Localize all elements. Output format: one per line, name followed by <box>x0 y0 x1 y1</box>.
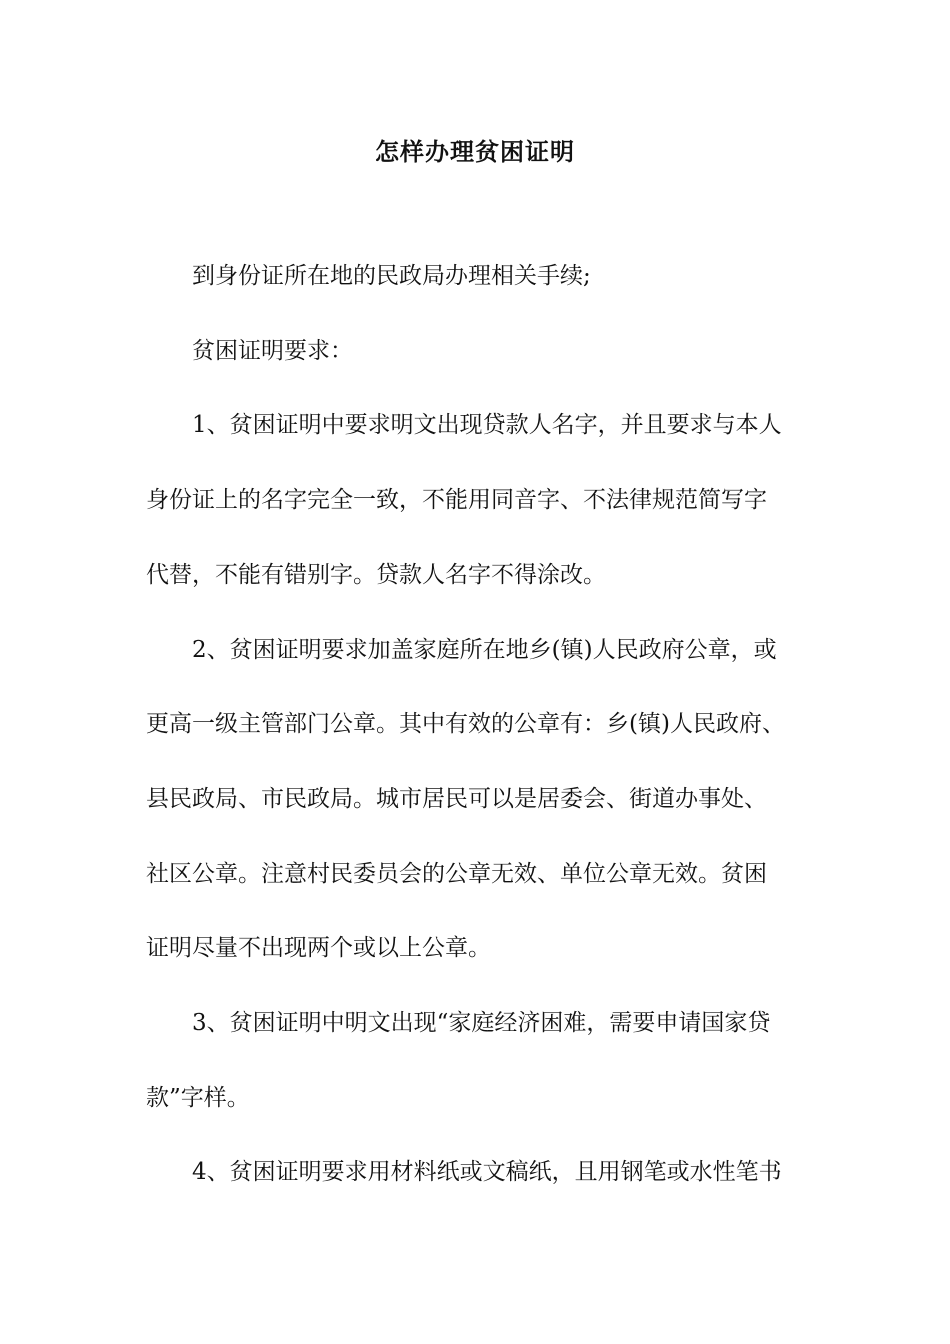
paragraph-line: 证明尽量不出现两个或以上公章。 <box>146 935 491 961</box>
paragraph-line: 4、贫困证明要求用材料纸或文稿纸，且用钢笔或水性笔书 <box>192 1159 782 1185</box>
paragraph-line: 1、贫困证明中要求明文出现贷款人名字，并且要求与本人 <box>192 412 782 438</box>
paragraph-line: 社区公章。注意村民委员会的公章无效、单位公章无效。贫困 <box>146 861 767 887</box>
paragraph-line: 3、贫困证明中明文出现“家庭经济困难，需要申请国家贷 <box>192 1010 771 1036</box>
paragraph-line: 款”字样。 <box>146 1085 250 1111</box>
paragraph-line: 更高一级主管部门公章。其中有效的公章有：乡(镇)人民政府、 <box>146 711 785 737</box>
paragraph-line: 身份证上的名字完全一致，不能用同音字、不法律规范简写字 <box>146 487 767 513</box>
paragraph-line: 代替，不能有错别字。贷款人名字不得涂改。 <box>146 562 606 588</box>
paragraph-line: 到身份证所在地的民政局办理相关手续; <box>192 263 591 289</box>
paragraph-line: 贫困证明要求： <box>192 338 353 364</box>
paragraph-line: 2、贫困证明要求加盖家庭所在地乡(镇)人民政府公章，或 <box>192 637 777 663</box>
document-title: 怎样办理贫困证明 <box>375 137 575 166</box>
paragraph-line: 县民政局、市民政局。城市居民可以是居委会、街道办事处、 <box>146 786 767 812</box>
